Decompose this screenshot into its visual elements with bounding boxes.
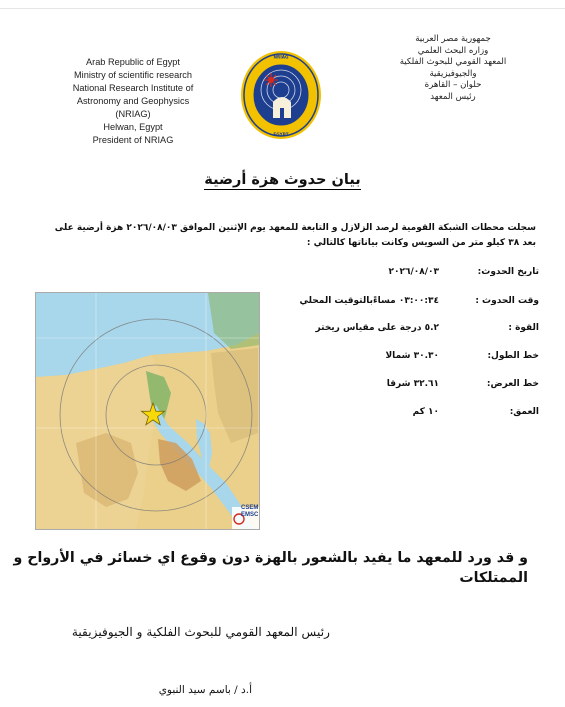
detail-value-depth: ١٠ كم <box>412 407 439 417</box>
detail-value-longitude: ٣٠.٣٠ شمالا <box>385 351 439 361</box>
detail-value-magnitude: ٥.٢ درجة على مقياس ريختر <box>315 323 439 333</box>
epicenter-map <box>35 292 260 530</box>
en-line-country: Arab Republic of Egypt <box>86 57 180 67</box>
detail-label-magnitude: القوة : <box>508 323 539 333</box>
intro-line-2: بعد ٣٨ كيلو متر من السويس وكانت بياناتها كالتالي : <box>306 238 536 248</box>
ar-line-role: رئيس المعهد <box>430 91 476 102</box>
detail-label-longitude: خط الطول: <box>487 351 539 361</box>
page-top-border <box>0 0 565 9</box>
ar-line-ministry: وزاره البحث العلمي <box>417 45 489 56</box>
intro-line-1: سجلت محطات الشبكة القومية لرصد الزلازل و التابعة للمعهد يوم الإثنين الموافق ٢٠٢٦/٠٨/٠٣ هزة أرضية على <box>54 223 536 233</box>
page-title: بيان حدوث هزة أرضية <box>204 172 361 188</box>
en-line-location: Helwan, Egypt <box>103 122 163 132</box>
detail-label-date: تاريخ الحدوث: <box>477 267 539 277</box>
detail-label-depth: العمق: <box>509 407 539 417</box>
detail-value-latitude: ٣٢.٦١ شرقا <box>386 379 439 389</box>
en-line-field: Astronomy and Geophysics <box>76 96 190 106</box>
svg-text:NRIAG: NRIAG <box>273 54 289 60</box>
nriag-seal-logo <box>240 50 322 140</box>
map-credit-logo: CSEM EMSC <box>241 505 259 518</box>
conclusion-paragraph <box>13 548 528 588</box>
en-line-ministry: Ministry of scientific research <box>74 70 192 80</box>
svg-text:EGYPT: EGYPT <box>273 132 289 137</box>
detail-label-time: وقت الحدوث : <box>475 296 539 306</box>
ar-line-institute: المعهد القومي للبحوث الفلكية <box>399 57 507 68</box>
intro-paragraph <box>38 221 536 251</box>
ar-line-location: حلوان – القاهرة <box>424 80 482 91</box>
ar-line-field: والجيوفيزيقية <box>429 68 477 79</box>
detail-value-date: ٢٠٢٦/٠٨/٠٣ <box>388 267 439 277</box>
conclusion-line-1: و قد ورد للمعهد ما يفيد بالشعور بالهزة دون وقوع اي خسائر في الأرواح و <box>13 550 528 566</box>
detail-label-latitude: خط العرض: <box>486 379 539 389</box>
english-letterhead <box>48 56 218 147</box>
arabic-letterhead <box>372 34 534 104</box>
en-line-role: President of NRIAG <box>92 135 174 145</box>
en-line-institute: National Research Institute of <box>72 83 194 93</box>
conclusion-line-2: الممتلكات <box>459 570 528 586</box>
ar-line-country: جمهورية مصر العربية <box>415 34 491 44</box>
en-line-acronym: (NRIAG) <box>115 109 151 119</box>
signature-name: أ.د / باسم سيد النبوي <box>158 684 252 696</box>
detail-value-time: ٠٣:٠٠:٣٤ مساءًبالتوقيت المحلي <box>299 296 439 306</box>
signature-title: رئيس المعهد القومي للبحوث الفلكية و الجيوفيزيقية <box>71 625 330 639</box>
